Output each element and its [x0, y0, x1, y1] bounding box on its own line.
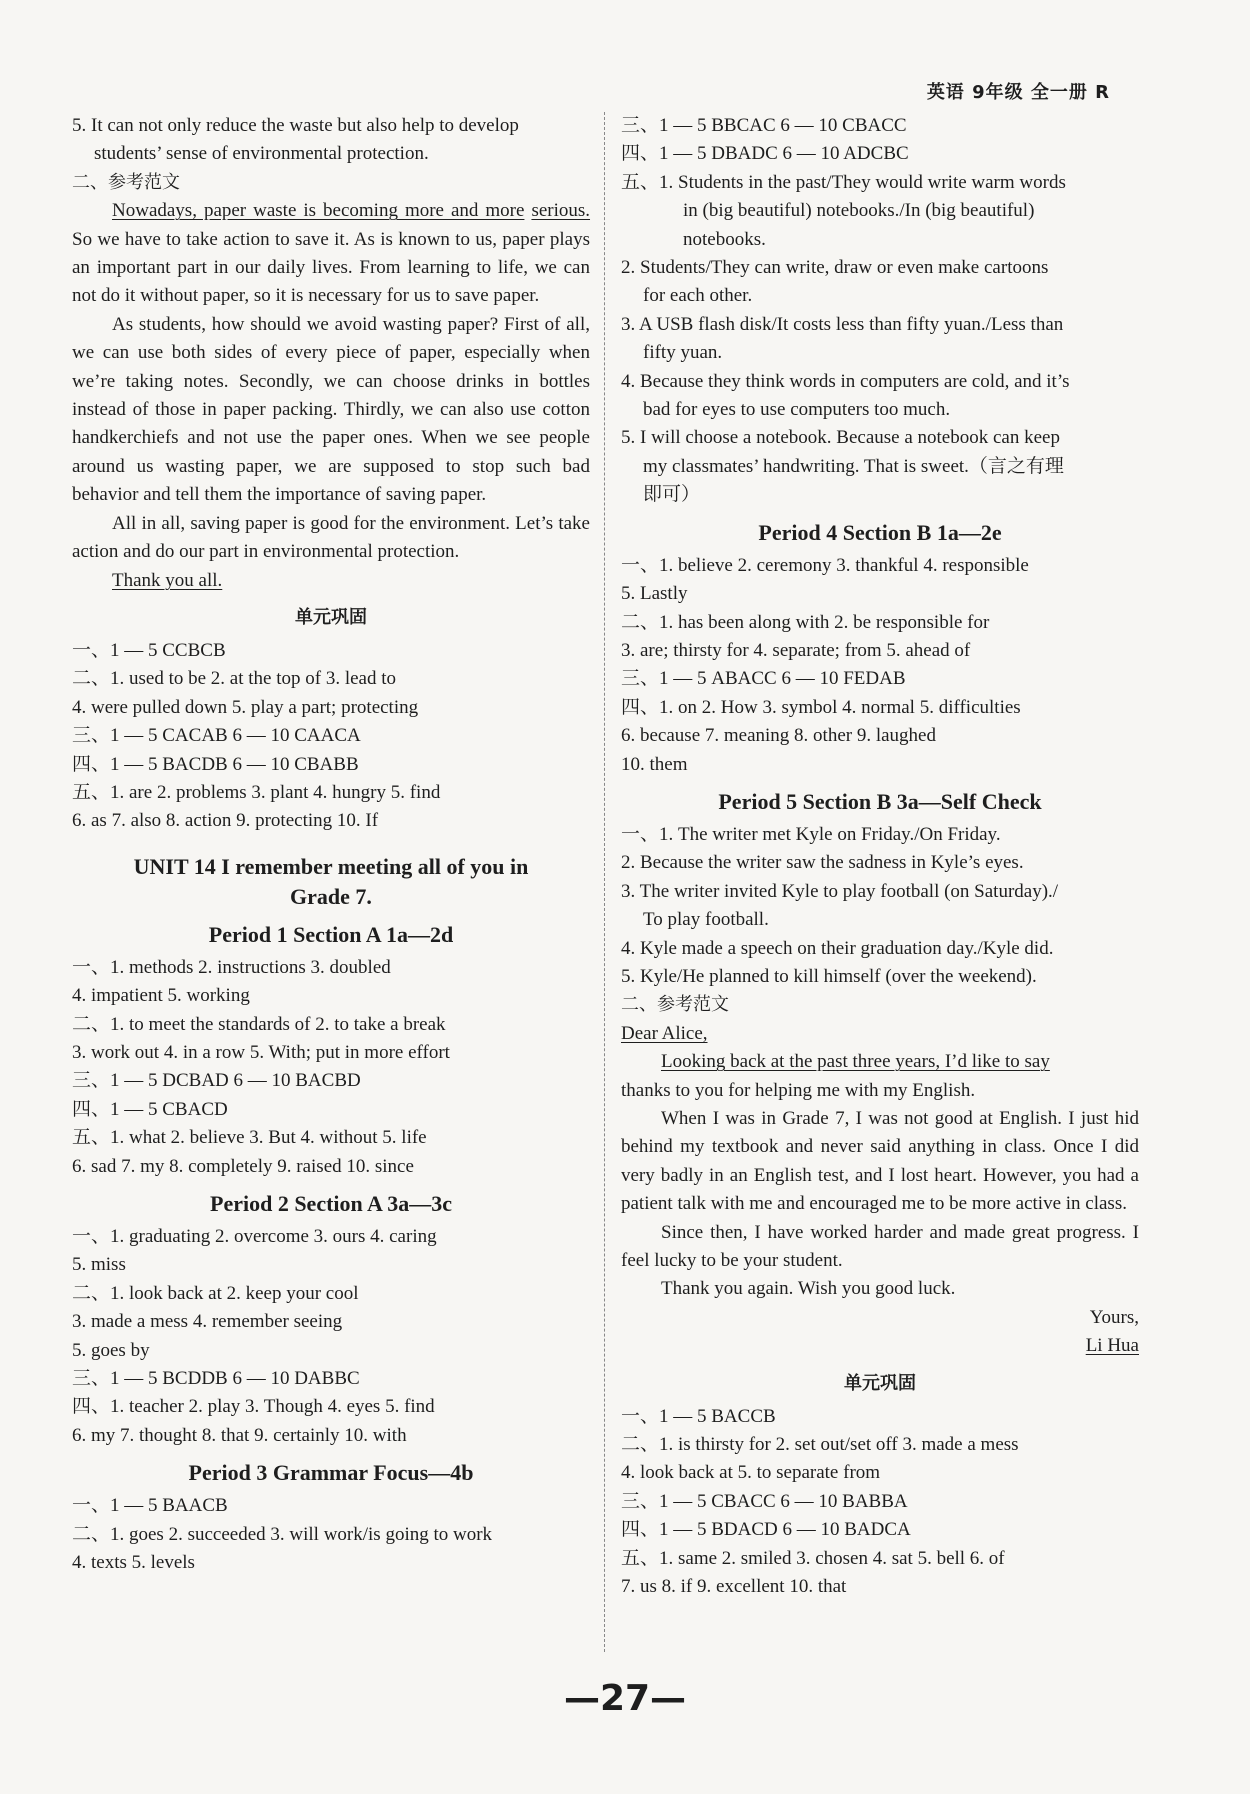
answer-line: 6. my 7. thought 8. that 9. certainly 10. with: [72, 1424, 407, 1446]
answer-line: 四、1 — 5 CBACD: [72, 1098, 228, 1120]
letter-signature: [621, 1332, 1139, 1360]
essay-ending: [72, 567, 590, 595]
answer-line: 二、1. to meet the standards of 2. to take a break: [72, 1013, 446, 1035]
underlined-text: Li Hua: [1085, 1335, 1139, 1357]
answer-line: 4. impatient 5. working: [72, 985, 250, 1007]
answer-line: 2. Because the writer saw the sadness in Kyle’s eyes.: [621, 852, 1024, 874]
answer-line: 三、1 — 5 CACAB 6 — 10 CAACA: [72, 725, 361, 747]
answer-line: 四、1. teacher 2. play 3. Though 4. eyes 5. find: [72, 1396, 435, 1418]
essay-text: So we have to take action to save it. As is known to us, paper plays an important part in our daily lives. From learning to life, we can not do it without paper, so it is necessary for us to save paper.: [72, 228, 590, 307]
answer-line: 三、1 — 5 BCDDB 6 — 10 DABBC: [72, 1368, 360, 1390]
answer-line: 3. A USB flash disk/It costs less than fifty yuan./Less than: [621, 313, 1064, 335]
left-column: [72, 112, 590, 1577]
answer-line: 二、1. goes 2. succeeded 3. will work/is going to work: [72, 1523, 493, 1545]
answer-line: 四、1. on 2. How 3. symbol 4. normal 5. difficulties: [621, 696, 1021, 718]
answer-line: 5. goes by: [72, 1339, 150, 1361]
answer-line: 4. Because they think words in computers are cold, and it’s: [621, 370, 1070, 392]
answer-line: 5. Lastly: [621, 583, 688, 605]
letter-paragraph: Since then, I have worked harder and made great progress. I feel lucky to be your student.: [621, 1221, 1139, 1272]
essay-label: 二、参考范文: [72, 171, 180, 193]
column-divider: [604, 112, 605, 1652]
answer-line: 三、1 — 5 ABACC 6 — 10 FEDAB: [621, 668, 906, 690]
answer-line: 5. Kyle/He planned to kill himself (over the weekend).: [621, 965, 1037, 987]
answer-line: 3. made a mess 4. remember seeing: [72, 1311, 343, 1333]
right-column: [621, 112, 1139, 1602]
answer-line: 五、1. what 2. believe 3. But 4. without 5. life: [72, 1127, 427, 1149]
period-title: Period 5 Section B 3a—Self Check: [718, 788, 1042, 814]
answer-line: To play football.: [643, 909, 769, 931]
answer-line: 5. miss: [72, 1254, 126, 1276]
answer-line: 6. because 7. meaning 8. other 9. laughed: [621, 725, 936, 747]
answer-line: 四、1 — 5 BDACD 6 — 10 BADCA: [621, 1519, 911, 1541]
answer-line: 10. them: [621, 753, 688, 775]
essay-paragraph: [72, 197, 590, 311]
answer-line: 一、1. believe 2. ceremony 3. thankful 4. responsible: [621, 554, 1029, 576]
answer-line: 4. look back at 5. to separate from: [621, 1462, 881, 1484]
letter-greeting: [621, 1020, 1139, 1048]
underlined-text: Thank you all.: [112, 569, 223, 591]
underlined-text: Looking back at the past three years, I’d like to say: [661, 1051, 1050, 1073]
period-title: Period 4 Section B 1a—2e: [758, 519, 1002, 545]
unit-title-line: UNIT 14 I remember meeting all of you in: [133, 853, 529, 879]
answer-line: fifty yuan.: [643, 342, 723, 364]
underlined-text: Nowadays, paper waste is becoming more and more: [112, 200, 525, 222]
section-title: 单元巩固: [295, 606, 367, 628]
page-header: 英语 9年级 全一册 R: [926, 82, 1110, 103]
essay-paragraph: All in all, saving paper is good for the environment. Let’s take action and do our part in environmental protection.: [72, 512, 590, 563]
period-title: Period 1 Section A 1a—2d: [208, 921, 454, 947]
answer-line: for each other.: [643, 285, 753, 307]
essay-label: 二、参考范文: [621, 994, 729, 1016]
section-title: 单元巩固: [844, 1372, 916, 1394]
answer-line: notebooks.: [683, 228, 766, 250]
answer-line: 二、1. has been along with 2. be responsible for: [621, 611, 990, 633]
answer-line: 一、1 — 5 CCBCB: [72, 639, 226, 661]
letter-paragraph: [621, 1048, 1139, 1076]
answer-line: 二、1. used to be 2. at the top of 3. lead to: [72, 668, 396, 690]
answer-line: 三、1 — 5 CBACC 6 — 10 BABBA: [621, 1490, 908, 1512]
answer-line: 一、1 — 5 BACCB: [621, 1405, 776, 1427]
letter-paragraph: When I was in Grade 7, I was not good at English. I just hid behind my textbook and never said anything in class. Once I did very badly in an English test, and I lost heart. However, you had a patient talk with me and encouraged me to be more active in class.: [621, 1108, 1139, 1215]
answer-line: 4. were pulled down 5. play a part; protecting: [72, 696, 419, 718]
answer-line: 即可）: [643, 484, 701, 506]
answer-line: 7. us 8. if 9. excellent 10. that: [621, 1576, 847, 1598]
answer-line: 二、1. look back at 2. keep your cool: [72, 1282, 359, 1304]
answer-line: 五、1. same 2. smiled 3. chosen 4. sat 5. bell 6. of: [621, 1547, 1005, 1569]
answer-line: my classmates’ handwriting. That is sweet.（言之有理: [643, 455, 1064, 477]
answer-line: 一、1. The writer met Kyle on Friday./On Friday.: [621, 823, 1001, 845]
period-title: Period 2 Section A 3a—3c: [210, 1191, 452, 1216]
answer-line: 五、1. are 2. problems 3. plant 4. hungry 5. find: [72, 781, 441, 803]
answer-line: 5. I will choose a notebook. Because a notebook can keep: [621, 427, 1060, 449]
underlined-text: Dear Alice,: [621, 1022, 708, 1044]
answer-line: 三、1 — 5 DCBAD 6 — 10 BACBD: [72, 1070, 361, 1092]
letter-paragraph: Thank you again. Wish you good luck.: [661, 1278, 956, 1300]
answer-line: 4. Kyle made a speech on their graduation day./Kyle did.: [621, 937, 1054, 959]
page-number: —27—: [563, 1678, 687, 1719]
unit-title-line: Grade 7.: [290, 883, 372, 909]
answer-line: 3. The writer invited Kyle to play football (on Saturday)./: [621, 880, 1059, 902]
letter-closing: Yours,: [1089, 1306, 1139, 1328]
answer-line: 2. Students/They can write, draw or even make cartoons: [621, 257, 1049, 279]
answer-line: 6. as 7. also 8. action 9. protecting 10. If: [72, 810, 379, 832]
letter-paragraph: thanks to you for helping me with my English.: [621, 1079, 976, 1101]
answer-line: 三、1 — 5 BBCAC 6 — 10 CBACC: [621, 115, 907, 136]
answer-line: 3. are; thirsty for 4. separate; from 5. ahead of: [621, 639, 971, 661]
unit-title: [72, 852, 590, 912]
answer-line: 6. sad 7. my 8. completely 9. raised 10. since: [72, 1155, 414, 1177]
answer-line: 一、1 — 5 BAACB: [72, 1495, 228, 1517]
answer-line: students’ sense of environmental protection.: [94, 143, 429, 165]
answer-line: 四、1 — 5 BACDB 6 — 10 CBABB: [72, 753, 359, 775]
answer-line: 五、1. Students in the past/They would write warm words: [621, 171, 1066, 193]
answer-line: bad for eyes to use computers too much.: [643, 399, 951, 421]
essay-paragraph: As students, how should we avoid wasting paper? First of all, we can use both sides of every piece of paper, especially when we’re taking notes. Secondly, we can choose drinks in bottles instead of those in paper packing. Thirdly, we can also use cotton handkerchiefs and not use the paper ones. When we see people around us wasting paper, we are supposed to stop such bad behavior and tell them the importance of saving paper.: [72, 313, 590, 506]
answer-line: in (big beautiful) notebooks./In (big beautiful): [683, 200, 1035, 222]
answer-line: 四、1 — 5 DBADC 6 — 10 ADCBC: [621, 143, 909, 165]
period-title: Period 3 Grammar Focus—4b: [188, 1460, 474, 1486]
answer-line: 二、1. is thirsty for 2. set out/set off 3. made a mess: [621, 1434, 1019, 1456]
answer-line: 一、1. graduating 2. overcome 3. ours 4. caring: [72, 1226, 437, 1247]
underlined-text: serious.: [531, 200, 591, 222]
answer-line: 3. work out 4. in a row 5. With; put in more effort: [72, 1041, 450, 1063]
answer-line: 一、1. methods 2. instructions 3. doubled: [72, 956, 391, 978]
answer-line: 4. texts 5. levels: [72, 1552, 195, 1574]
answer-line: 5. It can not only reduce the waste but also help to develop: [72, 115, 519, 136]
